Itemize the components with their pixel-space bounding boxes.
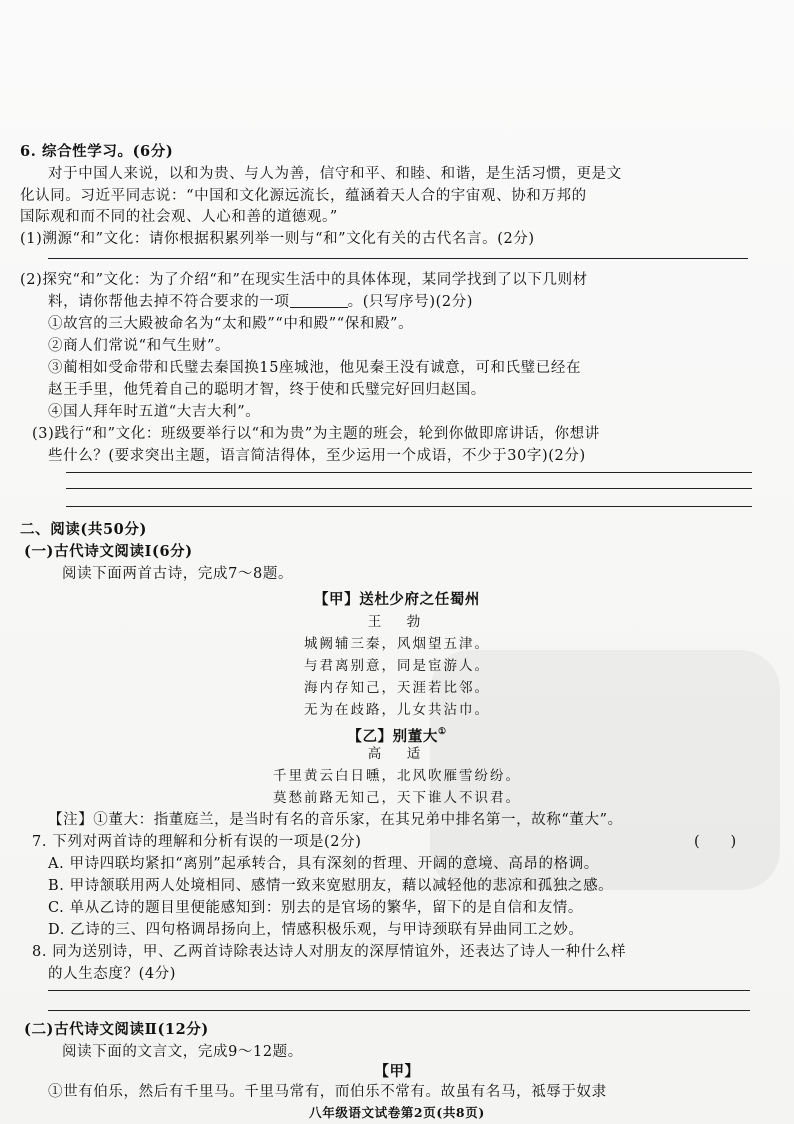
q7-option-a: A. 甲诗四联均紧扣“离别”起承转合，具有深刻的哲理、开阔的意境、高昂的格调。 xyxy=(48,856,599,872)
q8-line: 8. 同为送别诗，甲、乙两首诗除表达诗人对朋友的深厚情谊外，还表达了诗人一种什么样 xyxy=(32,944,627,960)
poem1-title: 【甲】送杜少府之任蜀州 xyxy=(313,591,481,608)
section2-title: (二)古代诗文阅读Ⅱ(12分) xyxy=(24,1021,209,1038)
answer-line xyxy=(66,488,752,489)
page-footer: 八年级语文试卷第2页(共8页) xyxy=(309,1105,485,1120)
answer-line xyxy=(48,1010,750,1011)
q6-sub2-line2-pre: 料，请你帮他去掉不符合要求的一项 xyxy=(48,294,290,310)
q6-intro-line: 国际观和而不同的社会观、人心和善的道德观。” xyxy=(20,209,338,225)
poem2-line: 莫愁前路无知己，天下谁人不识君。 xyxy=(273,790,521,806)
poem-note: 【注】①董大：指董庭兰，是当时有名的音乐家，在其兄弟中排名第一，故称“董大”。 xyxy=(48,812,623,828)
part2-title: 二、阅读(共50分) xyxy=(20,521,147,538)
q6-sub1: (1)溯源“和”文化：请你根据积累列举一则与“和”文化有关的古代名言。(2分) xyxy=(20,231,535,247)
q6-title: 6. 综合性学习。(6分) xyxy=(20,143,174,160)
q6-sub2-line2 xyxy=(48,292,473,312)
q7-answer-paren[interactable]: ( ) xyxy=(694,834,737,850)
answer-line xyxy=(48,990,750,991)
section1-intro: 阅读下面两首古诗，完成7～8题。 xyxy=(62,566,294,582)
poem1-author: 王 勃 xyxy=(367,614,427,630)
poem2-title-text: 【乙】别董大 xyxy=(347,728,438,745)
q6-sub2-item: ③蔺相如受命带和氏璧去秦国换15座城池，他见秦王没有诚意，可和氏璧已经在 xyxy=(48,360,582,376)
q6-sub2-item: ②商人们常说“和气生财”。 xyxy=(48,338,231,354)
poem1-line: 与君离别意，同是宦游人。 xyxy=(304,658,490,674)
q6-sub2-line1: (2)探究“和”文化：为了介绍“和”在现实生活中的具体体现，某同学找到了以下几则材 xyxy=(20,272,588,288)
q6-intro-line: 对于中国人来说，以和为贵、与人为善，信守和平、和睦、和谐，是生活习惯，更是文 xyxy=(48,166,622,182)
q8-line: 的人生态度？(4分) xyxy=(48,966,177,982)
answer-line xyxy=(66,472,752,473)
q6-sub3-line: (3)践行“和”文化：班级要举行以“和为贵”为主题的班会，轮到你做即席讲话，你想讲 xyxy=(32,426,600,442)
poem1-line: 无为在歧路，儿女共沾巾。 xyxy=(304,702,490,718)
poem1-line: 海内存知己，天涯若比邻。 xyxy=(304,680,490,696)
poem1-line: 城阙辅三秦，风烟望五津。 xyxy=(304,636,490,652)
answer-line xyxy=(66,506,752,507)
section2-intro: 阅读下面的文言文，完成9～12题。 xyxy=(62,1044,303,1060)
q6-sub2-item: ①故宫的三大殿被命名为“太和殿”“中和殿”“保和殿”。 xyxy=(48,316,414,332)
q7-stem xyxy=(32,832,361,852)
q6-sub2-line2-post: 。(只写序号)(2分) xyxy=(347,294,474,310)
q6-intro-line: 化认同。习近平同志说：“中国和文化源远流长，蕴涵着天人合的宇宙观、协和万邦的 xyxy=(20,188,587,204)
answer-blank[interactable] xyxy=(290,293,348,308)
section1-title: (一)古代诗文阅读Ⅰ(6分) xyxy=(24,543,193,560)
note-marker: ① xyxy=(437,727,447,737)
answer-line xyxy=(48,258,748,259)
poem2-line: 千里黄云白日曛，北风吹雁雪纷纷。 xyxy=(273,768,521,784)
prose-tag: 【甲】 xyxy=(374,1063,420,1080)
q7-option-b: B. 甲诗颔联用两人处境相同、感情一致来宽慰朋友，藉以减轻他的悲凉和孤独之感。 xyxy=(48,878,614,894)
poem2-author: 高 适 xyxy=(367,746,427,762)
q7-option-c: C. 单从乙诗的题目里便能感知到：别去的是官场的繁华，留下的是自信和友情。 xyxy=(48,900,583,916)
q7-stem-text: 7. 下列对两首诗的理解和分析有误的一项是(2分) xyxy=(32,834,362,850)
q6-sub2-item: 赵王手里，他凭着自己的聪明才智，终于使和氏璧完好回归赵国。 xyxy=(48,382,486,398)
q6-sub2-item: ④国人拜年时五道“大吉大利”。 xyxy=(48,404,261,420)
q7-option-d: D. 乙诗的三、四句格调昂扬向上，情感积极乐观，与甲诗颈联有异曲同工之妙。 xyxy=(48,922,584,938)
q6-sub3-line: 些什么？(要求突出主题，语言简洁得体，至少运用一个成语，不少于30字)(2分) xyxy=(48,448,586,464)
prose-line: ①世有伯乐，然后有千里马。千里马常有，而伯乐不常有。故虽有名马，祗辱于奴隶 xyxy=(48,1084,607,1100)
